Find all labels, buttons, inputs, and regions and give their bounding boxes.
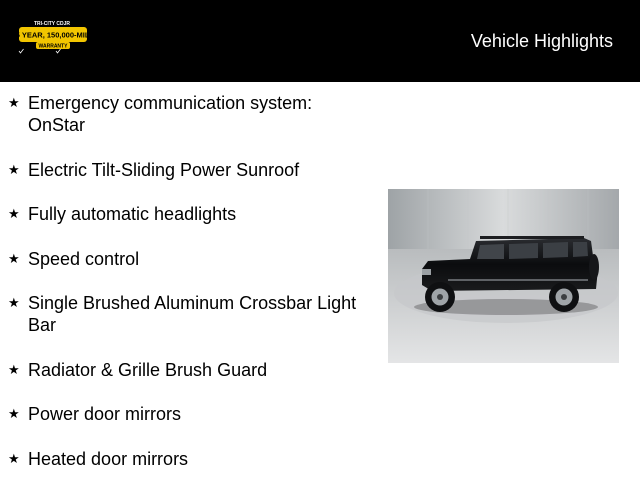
highlight-text: Fully automatic headlights bbox=[28, 204, 237, 224]
star-icon: ★ bbox=[8, 450, 20, 466]
star-icon: ★ bbox=[8, 361, 20, 377]
star-icon: ★ bbox=[8, 295, 20, 310]
vehicle-photo bbox=[388, 189, 619, 363]
list-item bbox=[8, 359, 368, 381]
list-item bbox=[8, 159, 368, 181]
list-item bbox=[8, 203, 368, 225]
highlight-text: Speed control bbox=[28, 248, 140, 269]
vehicle-highlights-list bbox=[8, 92, 368, 492]
star-icon: ★ bbox=[8, 161, 20, 177]
list-item bbox=[8, 92, 368, 136]
star-icon: ★ bbox=[8, 406, 20, 421]
highlight-text: Radiator & Grille Brush Guard bbox=[28, 359, 268, 380]
list-item bbox=[8, 248, 368, 270]
header-bar bbox=[0, 0, 640, 82]
highlight-text: Emergency communication system: OnStar bbox=[28, 93, 313, 135]
highlight-text: Power door mirrors bbox=[28, 404, 182, 424]
highlight-text: Electric Tilt-Sliding Power Sunroof bbox=[28, 159, 300, 180]
svg-text:15 YEAR, 150,000-MILE: 15 YEAR, 150,000-MILE bbox=[11, 30, 95, 40]
page-title: Vehicle Highlights bbox=[470, 31, 613, 51]
svg-text:TRI-CITY CDJR: TRI-CITY CDJR bbox=[33, 21, 71, 27]
star-icon: ★ bbox=[8, 250, 20, 266]
list-item bbox=[8, 292, 368, 336]
dealer-warranty-logo[interactable] bbox=[11, 20, 95, 56]
list-item bbox=[8, 403, 368, 425]
list-item bbox=[8, 448, 368, 470]
star-icon: ★ bbox=[8, 206, 20, 221]
star-icon: ★ bbox=[8, 95, 20, 110]
svg-text:WARRANTY: WARRANTY bbox=[38, 43, 68, 50]
highlight-text: Heated door mirrors bbox=[28, 448, 189, 469]
highlight-text: Single Brushed Aluminum Crossbar Light Bar bbox=[28, 293, 357, 335]
